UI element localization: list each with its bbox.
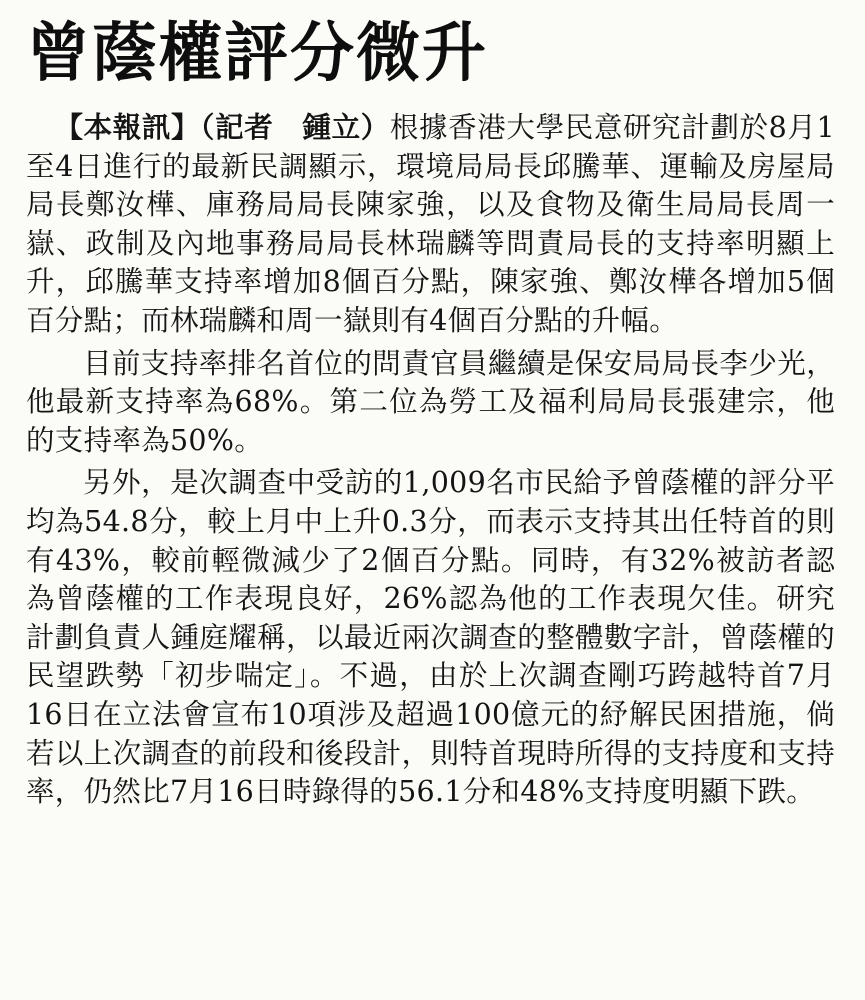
article-paragraph-1 <box>26 108 835 341</box>
article-paragraph-2: 目前支持率排名首位的問責官員繼續是保安局局長李少光，他最新支持率為68%。第二位為勞工及福利局局長張建宗，他的支持率為50%。 <box>26 346 835 457</box>
headline: 曾蔭權評分微升 <box>26 17 488 91</box>
byline: 【本報訊】（記者 鍾立） <box>54 110 390 144</box>
paragraph-text: 根據香港大學民意研究計劃於8月1至4日進行的最新民調顯示，環境局局長邱騰華、運輸及房屋局局長鄭汝樺、庫務局局長陳家強，以及食物及衛生局局長周一嶽、政制及內地事務局局長林瑞麟等問責局長的支持率明顯上升，邱騰華支持率增加8個百分點，陳家強、鄭汝樺各增加5個百分點；而林瑞麟和周一嶽則有4個百分點的升幅。 <box>26 111 835 337</box>
article-paragraph-3: 另外，是次調查中受訪的1,009名市民給予曾蔭權的評分平均為54.8分，較上月中上升0.3分，而表示支持其出任特首的則有43%，較前輕微減少了2個百分點。同時，有32%被訪者認為曾蔭權的工作表現良好，26%認為他的工作表現欠佳。研究計劃負責人鍾庭耀稱，以最近兩次調查的整體數字計，曾蔭權的民望跌勢「初步喘定」。不過，由於上次調查剛巧跨越特首7月16日在立法會宣布10項涉及超過100億元的紓解民困措施，倘若以上次調查的前段和後段計，則特首現時所得的支持度和支持率，仍然比7月16日時錄得的56.1分和48%支持度明顯下跌。 <box>26 466 835 809</box>
